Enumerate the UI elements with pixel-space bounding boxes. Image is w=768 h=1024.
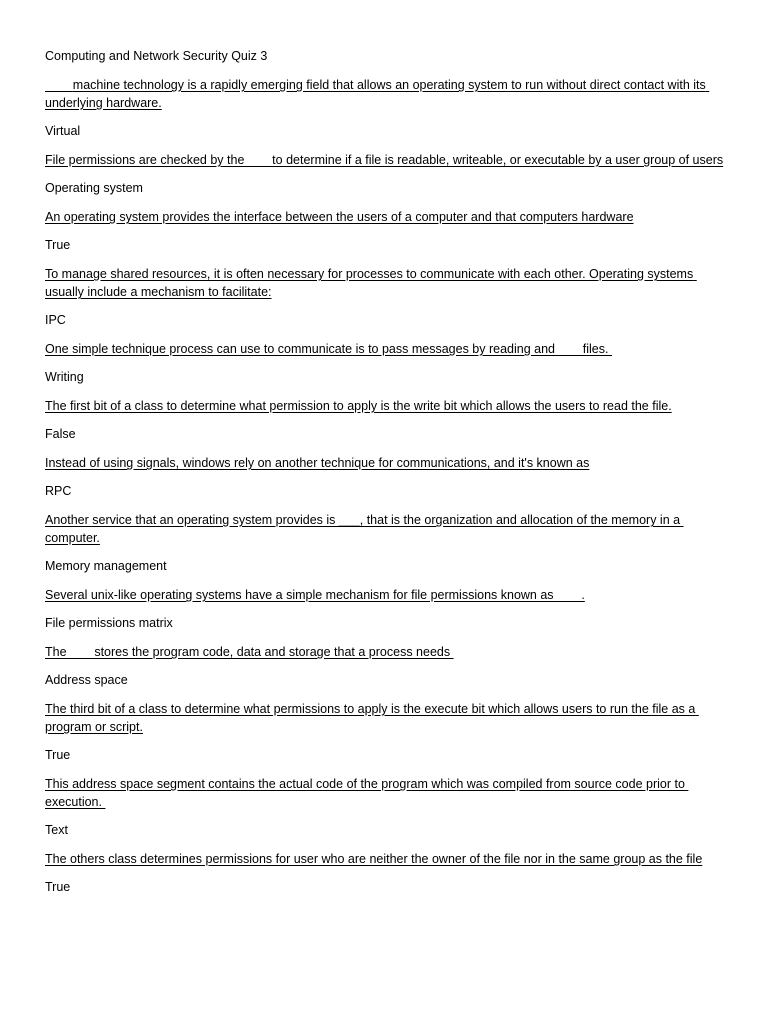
qa-item-11	[45, 700, 725, 764]
question-text: The first bit of a class to determine what permission to apply is the write bit which allows the users to read the file.	[45, 399, 672, 413]
answer-text: Operating system	[45, 181, 143, 195]
qa-item-12	[45, 775, 725, 839]
qa-item-4	[45, 265, 725, 329]
question-text: The others class determines permissions for user who are neither the owner of the file nor in the same group as the file	[45, 852, 703, 866]
answer-text: Writing	[45, 370, 84, 384]
qa-item-6	[45, 397, 725, 443]
qa-item-5	[45, 340, 725, 386]
question-text: One simple technique process can use to communicate is to pass messages by reading and files.	[45, 342, 612, 356]
question-text: The third bit of a class to determine what permissions to apply is the execute bit which allows users to run the file as a program or script.	[45, 702, 699, 734]
qa-item-3	[45, 208, 725, 254]
answer-text: RPC	[45, 484, 72, 498]
qa-item-7	[45, 454, 725, 500]
question-text: This address space segment contains the actual code of the program which was compiled from source code prior to execution.	[45, 777, 689, 809]
question-text: Another service that an operating system provides is ___, that is the organization and allocation of the memory in a computer.	[45, 513, 684, 545]
question-text: Instead of using signals, windows rely on another technique for communications, and it's known as	[45, 456, 590, 470]
answer-text: File permissions matrix	[45, 616, 173, 630]
answer-text: IPC	[45, 313, 66, 327]
question-text: The stores the program code, data and storage that a process needs	[45, 645, 454, 659]
answer-text: True	[45, 880, 71, 894]
answer-text: Virtual	[45, 124, 81, 138]
question-text: To manage shared resources, it is often necessary for processes to communicate with each other. Operating systems usually include a mechanism to facilitate:	[45, 267, 697, 299]
qa-item-10	[45, 643, 725, 689]
qa-item-2	[45, 151, 725, 197]
answer-text: Text	[45, 823, 68, 837]
answer-text: Memory management	[45, 559, 167, 573]
question-text: Several unix-like operating systems have a simple mechanism for file permissions known as .	[45, 588, 585, 602]
question-text: machine technology is a rapidly emerging field that allows an operating system to run without direct contact with its underlying hardware.	[45, 78, 710, 110]
qa-item-8	[45, 511, 725, 575]
qa-item-1	[45, 76, 725, 140]
answer-text: True	[45, 748, 71, 762]
qa-item-13	[45, 850, 725, 896]
answer-text: True	[45, 238, 71, 252]
document-title: Computing and Network Security Quiz 3	[45, 49, 268, 63]
qa-item-9	[45, 586, 725, 632]
question-text: An operating system provides the interface between the users of a computer and that computers hardware	[45, 210, 634, 224]
answer-text: False	[45, 427, 76, 441]
question-text: File permissions are checked by the to determine if a file is readable, writeable, or executable by a user group of users	[45, 153, 724, 167]
document-page	[45, 47, 725, 907]
answer-text: Address space	[45, 673, 128, 687]
